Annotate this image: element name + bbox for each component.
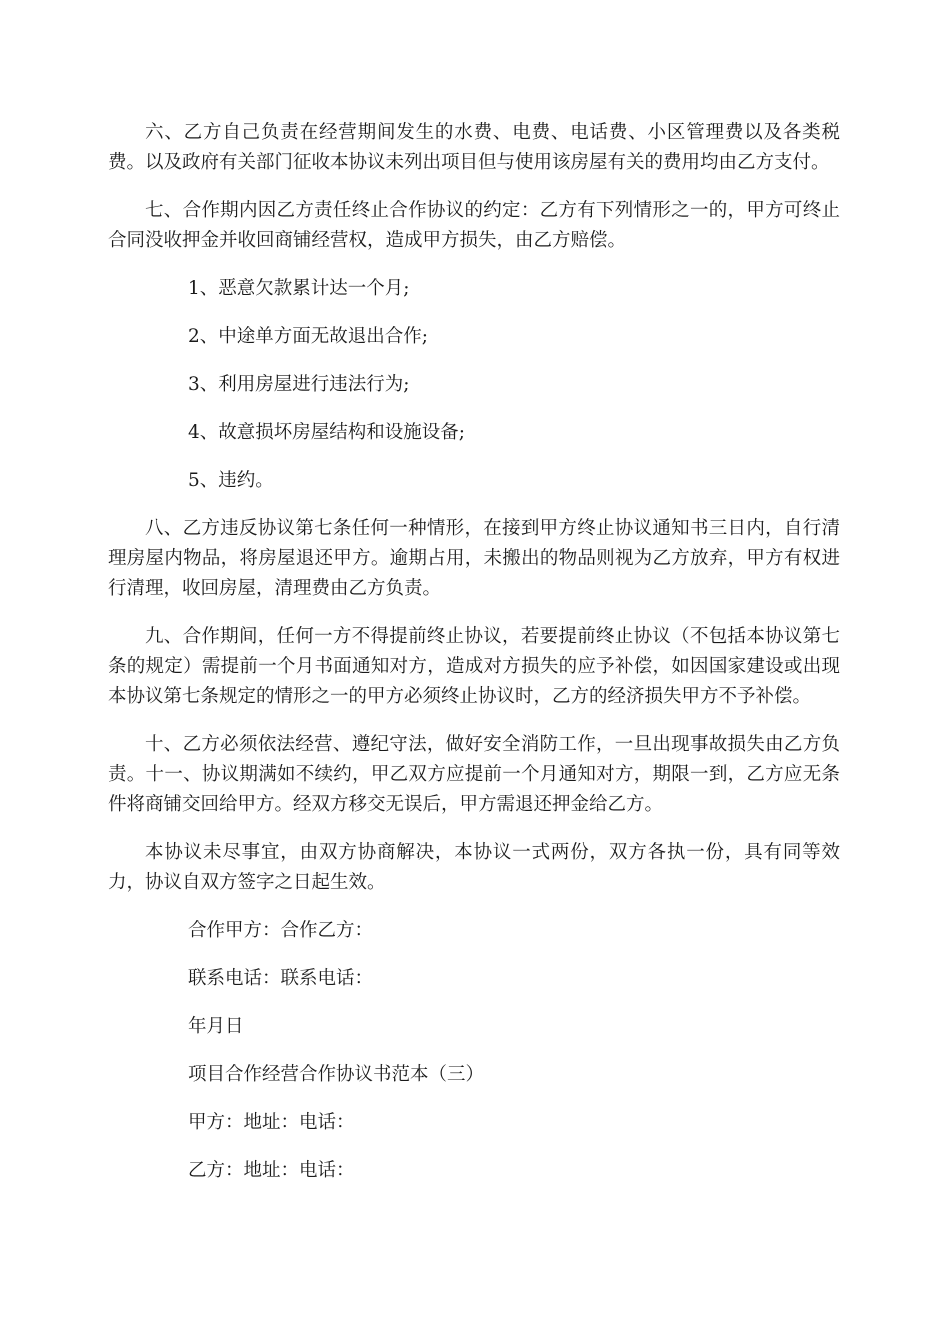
list-item: 5、违约。 — [188, 470, 274, 491]
party-b-line: 乙方：地址：电话： — [188, 1160, 355, 1181]
list-item: 3、利用房屋进行违法行为; — [188, 374, 410, 395]
clause-8-paragraph: 八、乙方违反协议第七条任何一种情形，在接到甲方终止协议通知书三日内，自行清理房屋内物品，将房屋退还甲方。逾期占用，未搬出的物品则视为乙方放弃，甲方有权进行清理，收回房屋，清理费由乙方负责。 — [108, 518, 840, 599]
clause-9-paragraph: 九、合作期间，任何一方不得提前终止协议，若要提前终止协议（不包括本协议第七条的规定）需提前一个月书面通知对方，造成对方损失的应予补偿，如因国家建设或出现本协议第七条规定的情形之一的甲方必须终止协议时，乙方的经济损失甲方不予补偿。 — [108, 626, 840, 707]
list-item: 1、恶意欠款累计达一个月; — [188, 278, 410, 299]
signature-phone-line: 联系电话：联系电话： — [188, 968, 374, 989]
list-item: 2、中途单方面无故退出合作; — [188, 326, 429, 347]
list-item: 4、故意损坏房屋结构和设施设备; — [188, 422, 466, 443]
clause-10-11-paragraph: 十、乙方必须依法经营、遵纪守法，做好安全消防工作，一旦出现事故损失由乙方负责。十一、协议期满如不续约，甲乙双方应提前一个月通知对方，期限一到，乙方应无条件将商铺交回给甲方。经双方移交无误后，甲方需退还押金给乙方。 — [108, 734, 840, 815]
clause-6-paragraph: 六、乙方自己负责在经营期间发生的水费、电费、电话费、小区管理费以及各类税费。以及政府有关部门征收本协议未列出项目但与使用该房屋有关的费用均由乙方支付。 — [108, 122, 840, 173]
closing-paragraph: 本协议未尽事宜，由双方协商解决，本协议一式两份，双方各执一份，具有同等效力，协议自双方签字之日起生效。 — [108, 842, 840, 893]
signature-parties-line: 合作甲方：合作乙方： — [188, 920, 374, 941]
party-a-line: 甲方：地址：电话： — [188, 1112, 355, 1133]
section-title: 项目合作经营合作协议书范本（三） — [188, 1064, 485, 1085]
clause-7-paragraph: 七、合作期内因乙方责任终止合作协议的约定：乙方有下列情形之一的，甲方可终止合同没收押金并收回商铺经营权，造成甲方损失，由乙方赔偿。 — [108, 200, 840, 251]
signature-date-line: 年月日 — [188, 1016, 244, 1037]
document-body — [108, 118, 840, 1204]
